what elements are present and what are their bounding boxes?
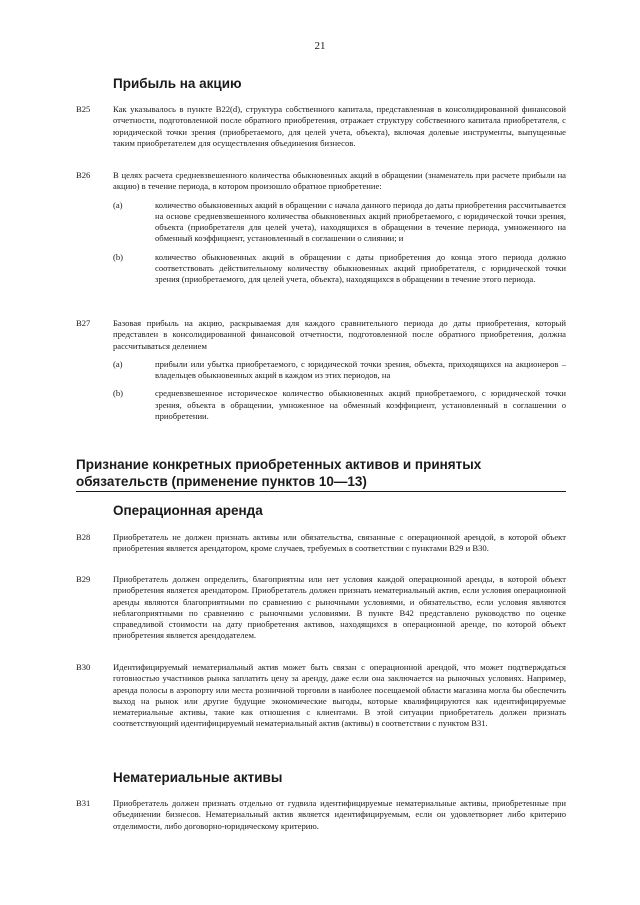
paragraph-b25 [76,104,566,149]
paragraph-b27 [76,318,566,422]
paragraph-b29 [76,574,566,642]
sub-item-a [113,359,566,382]
section-heading-line: обязательств (применение пунктов 10—13) [76,473,566,492]
sub-item-label: (b) [113,388,124,399]
sub-item-text: средневзвешенное историческое количество обыкновенных акций приобретаемого, с юридической точки зрения, объекта в обращении, умноженное на обменный коэффициент, установленный в соглашении о приобретении. [155,388,566,422]
sub-item-label: (a) [113,358,123,369]
paragraph-text: Базовая прибыль на акцию, раскрываемая для каждого сравнительного периода до даты приобретения, который представлен в консолидированной финансовой отчетности, подготовленной после обратного приобретения, должна рассчитываться делением [113,318,566,351]
sub-item-text: прибыли или убытка приобретаемого, с юридической точки зрения, объекта, приходящихся на акционеров – владельцев обыкновенных акций в каждом из этих периодов, на [155,358,566,381]
sub-item-label: (a) [113,199,123,210]
sub-item-a [113,200,566,245]
sub-item-label: (b) [113,251,124,262]
paragraph-number: B30 [76,662,91,672]
paragraph-text: Приобретатель должен признать отдельно от гудвила идентифицируемые нематериальные активы, приобретенные при объединении бизнесов. Нематериальный актив является идентифицируемым, если он удовлетворяет либо критерию отделимости, либо договорно-юридическому критерию. [113,798,566,831]
sub-item-text: количество обыкновенных акций в обращении с даты приобретения до конца этого периода должно соответствовать действительному количеству обыкновенных акций приобретателя, с юридической точки зрения (приобретаемого, для целей учета, объекта), находящихся в обращении в течение этого периода. [155,251,566,285]
paragraph-number: B27 [76,318,91,328]
section-heading-line: Признание конкретных приобретенных активов и принятых [76,457,482,472]
section-heading-recognition [76,456,566,492]
paragraph-b30 [76,662,566,730]
paragraph-number: B26 [76,170,91,180]
section-heading-intangibles: Нематериальные активы [113,770,283,785]
paragraph-text: В целях расчета средневзвешенного количества обыкновенных акций в обращении (знаменатель при расчете прибыли на акцию) в течение периода, в котором произошло обратное приобретение: [113,170,566,192]
sub-item-b [113,252,566,286]
paragraph-text: Приобретатель не должен признать активы или обязательства, связанные с операционной арендой, в которой объект приобретения является арендатором, кроме случаев, требуемых в соответствии с пунктами B29 и B30. [113,532,566,554]
paragraph-number: B31 [76,798,91,808]
paragraph-text: Приобретатель должен определить, благоприятны или нет условия каждой операционной аренды, в которой объект приобретения является арендатором. Приобретатель должен признать нематериальный актив, если условия операционной аренды являются благоприятными по сравнению с рыночными условиями, и обязательство, если условия являются неблагоприятными по сравнению с рыночными условиями. В пункте B42 представлено руководство по оценке справедливой стоимости на дату приобретения активов, находящихся в операционной аренде, по которой объект приобретения является арендодателем. [113,574,566,641]
paragraph-b28 [76,532,566,555]
paragraph-number: B29 [76,574,91,584]
paragraph-text: Идентифицируемый нематериальный актив может быть связан с операционной арендой, что может подтверждаться готовностью участников рынка заплатить цену за аренду, даже если она заключается на рыночных условиях. Например, аренда полосы в аэропорту или места розничной торговли в наиболее посещаемой области магазина могла бы обеспечить выход на рынок или другие будущие экономические выгоды, которые квалифицируются как идентифицируемые нематериальные активы, такие как отношения с клиентами. В этой ситуации приобретатель должен признать соответствующий идентифицируемый нематериальный актив (активы) в соответствии с пунктом B31. [113,662,566,729]
page-number: 21 [314,40,326,52]
sub-item-text: количество обыкновенных акций в обращении с начала данного периода до даты приобретения рассчитывается на основе средневзвешенного количества обыкновенных акций приобретаемого, с юридической точки зрения, объекта (приобретателя для целей учета), находящихся в обращении в течение периода, умноженного на обменный коэффициент, установленный в соглашении о слиянии; и [155,199,566,244]
paragraph-b26 [76,170,566,286]
paragraph-b31 [76,798,566,832]
paragraph-text: Как указывалось в пункте B22(d), структура собственного капитала, представленная в консолидированной финансовой отчетности, подготовленной после обратного приобретения, отражает структуру собственного капитала приобретателя, с юридической точки зрения (приобретаемого, для целей учета, объекта), включая долевые инструменты, выпущенные таким приобретателем для осуществления объединения бизнесов. [113,104,566,148]
paragraph-number: B28 [76,532,91,542]
paragraph-number: B25 [76,104,91,114]
section-heading-operating-lease: Операционная аренда [113,503,263,518]
section-heading-eps: Прибыль на акцию [113,76,242,91]
sub-item-b [113,388,566,422]
